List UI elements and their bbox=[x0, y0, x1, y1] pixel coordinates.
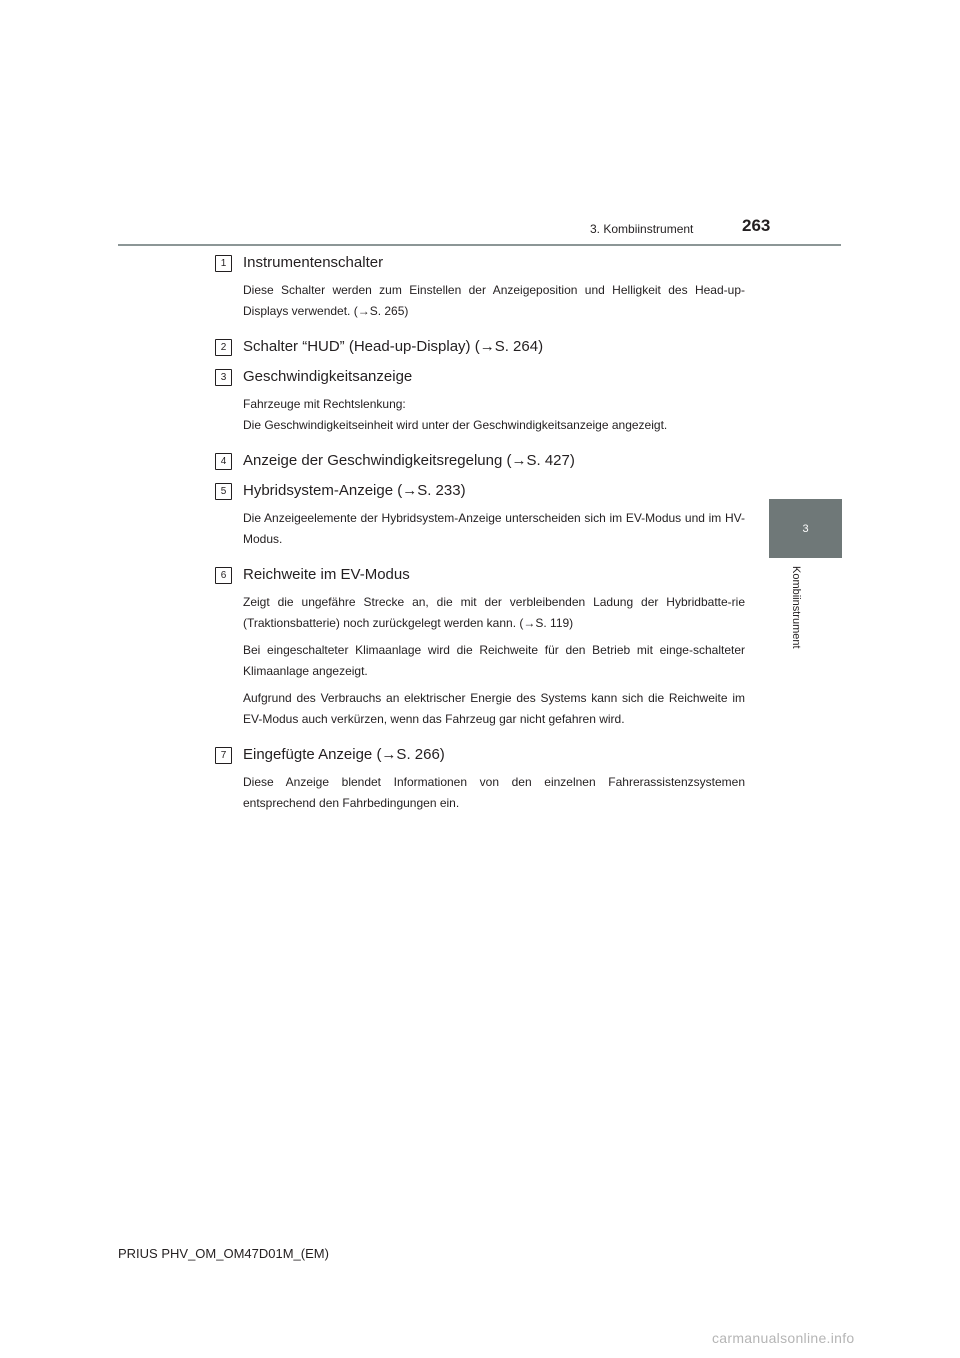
item-heading bbox=[215, 450, 745, 472]
item-number-badge: 6 bbox=[215, 567, 232, 584]
item-description bbox=[215, 280, 745, 322]
item-heading bbox=[215, 480, 745, 502]
list-item-5 bbox=[215, 480, 745, 550]
item-description bbox=[215, 508, 745, 550]
item-heading bbox=[215, 366, 745, 388]
item-title: Geschwindigkeitsanzeige bbox=[243, 368, 413, 385]
item-number-badge: 3 bbox=[215, 369, 232, 386]
item-number-badge: 7 bbox=[215, 747, 232, 764]
item-description bbox=[215, 394, 745, 436]
header-divider bbox=[118, 244, 841, 246]
item-description bbox=[215, 772, 745, 814]
manual-code: PRIUS PHV_OM_OM47D01M_(EM) bbox=[118, 1246, 329, 1261]
item-number-badge: 2 bbox=[215, 339, 232, 356]
list-item-4 bbox=[215, 450, 745, 472]
watermark-text: carmanualsonline.info bbox=[712, 1330, 855, 1346]
item-heading bbox=[215, 744, 745, 766]
item-paragraph: Die Anzeigeelemente der Hybridsystem-Anzeige unterscheiden sich im EV-Modus und im HV-Modus. bbox=[243, 511, 745, 546]
list-item-3 bbox=[215, 366, 745, 436]
item-paragraph: Die Geschwindigkeitseinheit wird unter der Geschwindigkeitsanzeige angezeigt. bbox=[243, 418, 668, 432]
item-paragraph: Diese Anzeige blendet Informationen von den einzelnen Fahrerassistenzsystemen entsprechend den Fahrbedingungen ein. bbox=[243, 775, 745, 810]
chapter-tab[interactable] bbox=[769, 499, 842, 558]
list-item-7 bbox=[215, 744, 745, 814]
page-number: 263 bbox=[742, 216, 771, 235]
item-paragraph: Diese Schalter werden zum Einstellen der Anzeigeposition und Helligkeit des Head-up-Displays verwendet. (→S. 265) bbox=[243, 283, 745, 318]
item-paragraph: Zeigt die ungefähre Strecke an, die mit der verbleibenden Ladung der Hybridbatte-rie (Traktionsbatterie) noch zurückgelegt werden kann. (→S. 119) bbox=[243, 595, 745, 630]
item-paragraph: Aufgrund des Verbrauchs an elektrischer Energie des Systems kann sich die Reichweite im EV-Modus auch verkürzen, wenn das Fahrzeug gar nicht gefahren wird. bbox=[243, 691, 745, 726]
item-title: Eingefügte Anzeige (→S. 266) bbox=[243, 746, 445, 763]
item-title: Reichweite im EV-Modus bbox=[243, 566, 410, 583]
item-number-badge: 4 bbox=[215, 453, 232, 470]
item-title: Schalter “HUD” (Head-up-Display) (→S. 264) bbox=[243, 338, 544, 355]
item-paragraph: Bei eingeschalteter Klimaanlage wird die Reichweite für den Betrieb mit einge-schalteter Klimaanlage angezeigt. bbox=[243, 643, 745, 678]
item-heading bbox=[215, 564, 745, 586]
item-heading bbox=[215, 336, 745, 358]
list-item-2 bbox=[215, 336, 745, 358]
item-heading bbox=[215, 252, 745, 274]
chapter-label: Kombiinstrument bbox=[790, 566, 802, 649]
section-title: 3. Kombiinstrument bbox=[590, 222, 694, 236]
item-title: Anzeige der Geschwindigkeitsregelung (→S. 427) bbox=[243, 452, 575, 469]
list-item-6 bbox=[215, 564, 745, 730]
item-list bbox=[215, 252, 745, 820]
item-number-badge: 5 bbox=[215, 483, 232, 500]
chapter-number: 3 bbox=[802, 522, 809, 535]
item-title: Hybridsystem-Anzeige (→S. 233) bbox=[243, 482, 466, 499]
item-title: Instrumentenschalter bbox=[243, 254, 384, 271]
item-number-badge: 1 bbox=[215, 255, 232, 272]
list-item-1 bbox=[215, 252, 745, 322]
item-paragraph: Fahrzeuge mit Rechtslenkung: bbox=[243, 397, 406, 411]
item-description bbox=[215, 592, 745, 730]
